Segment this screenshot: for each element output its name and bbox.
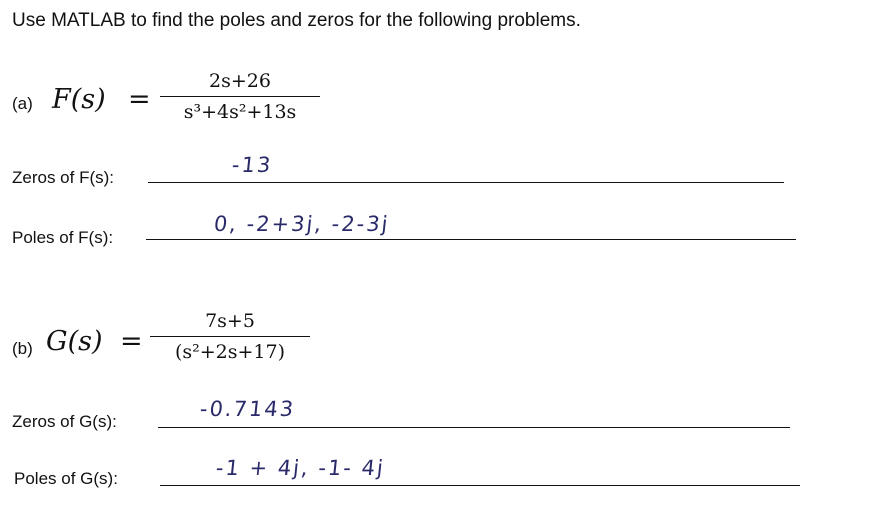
part-b-zeros-answer-line[interactable] (158, 427, 790, 428)
part-b-numerator: 7s+5 (150, 310, 310, 337)
part-a-poles-answer-line[interactable] (146, 239, 796, 240)
part-a-label: (a) (12, 94, 33, 113)
part-a-zeros-label: Zeros of F(s): (12, 168, 115, 187)
part-a-poles-label: Poles of F(s): (12, 228, 114, 247)
part-b-fraction (150, 310, 310, 363)
part-b-equals: = (120, 326, 143, 357)
part-b-function-name: G(s) (46, 326, 103, 357)
instruction-text: Use MATLAB to find the poles and zeros for the following problems. (12, 10, 581, 31)
part-a-zeros-answer: -13 (230, 153, 274, 177)
part-b-zeros-answer: -0.7143 (198, 397, 297, 421)
part-a-numerator: 2s+26 (160, 70, 320, 97)
part-a-zeros-answer-line[interactable] (148, 182, 784, 183)
part-b-zeros-label: Zeros of G(s): (12, 412, 117, 431)
part-b-poles-label: Poles of G(s): (14, 469, 118, 488)
part-a-fraction (160, 70, 320, 123)
part-a-denominator: s³+4s²+13s (183, 101, 297, 123)
part-b-denominator: (s²+2s+17) (174, 341, 286, 363)
part-a-function-name: F(s) (52, 84, 106, 115)
part-a-equals: = (128, 84, 151, 115)
part-a-poles-answer: 0, -2+3j, -2-3j (212, 212, 391, 236)
part-b-poles-answer: -1 + 4j, -1- 4j (214, 456, 387, 480)
part-b-poles-answer-line[interactable] (160, 485, 800, 486)
part-b-label: (b) (12, 339, 33, 358)
